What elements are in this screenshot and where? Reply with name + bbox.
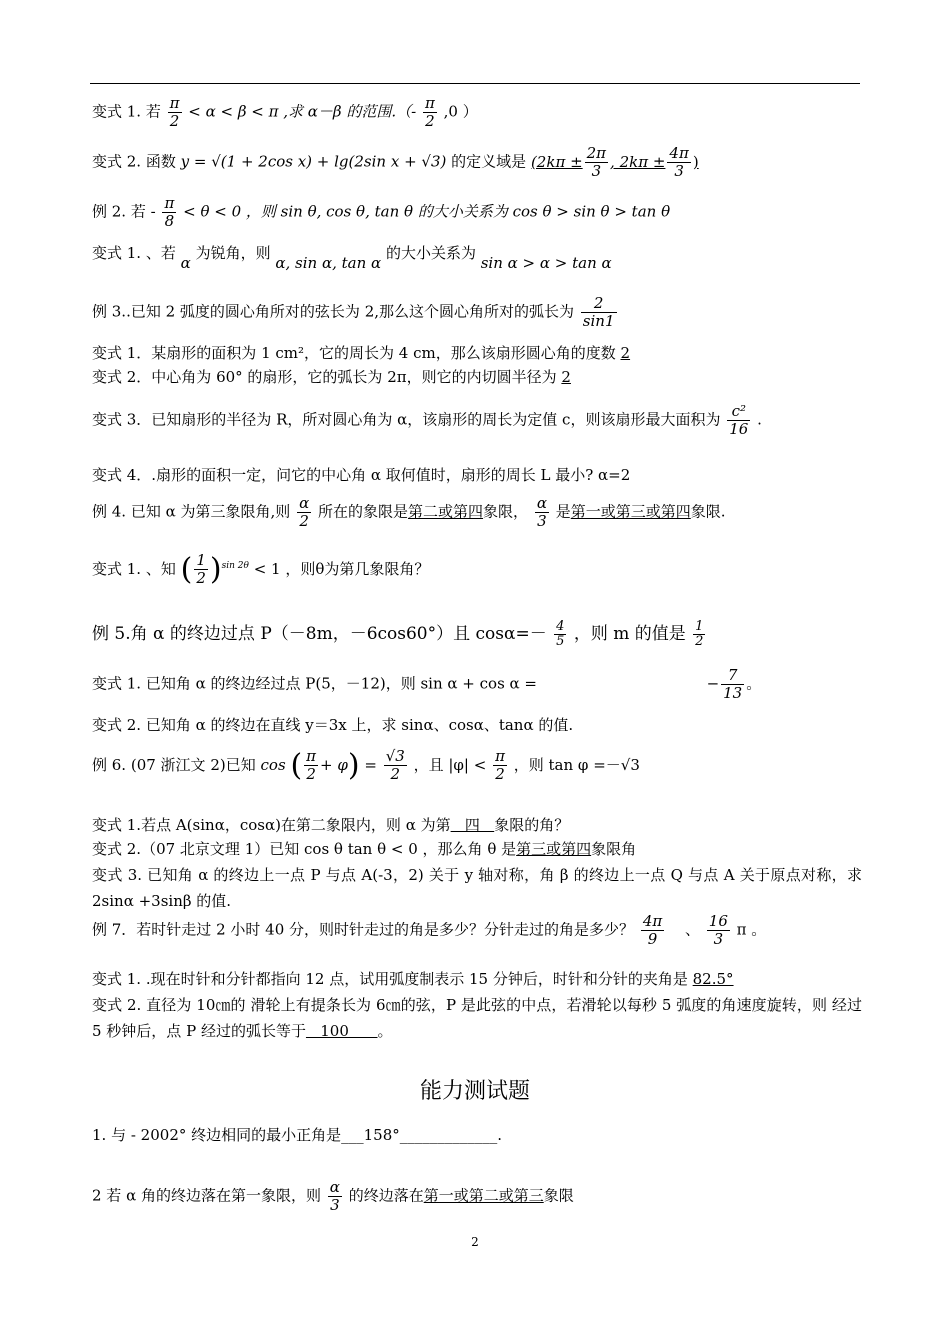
fraction: $\frac{4\pi}{9}$ (642, 912, 663, 948)
fraction: $\frac{\pi}{8}$ (164, 194, 175, 230)
fraction: $\frac{\pi}{2}$ (495, 747, 505, 784)
fraction: $\frac{\alpha}{2}$ (299, 494, 310, 530)
fraction: $\frac{2\pi}{3}$ (586, 144, 607, 180)
question-2: 2 若 α 角的终边落在第一象限，则 $\frac{\alpha}{3}$ 的终边落在第一或第二或第三象限 (92, 1178, 574, 1214)
example-5: 例 5.角 α 的终边过点 P（－8m，－6cos60°）且 cosα=－ $\frac{4}{5}$ ，则 m 的值是 $\frac{1}{2}$ (92, 619, 704, 649)
fraction: $\frac{√3}{2}$ (385, 747, 405, 784)
question-1: 1. 与 - 2002° 终边相同的最小正角是___158°_____________. (92, 1126, 503, 1144)
example-3: 例 3..已知 2 弧度的圆心角所对的弦长为 2,那么这个圆心角所对的弧长为 $\frac{2}{\sin 1}$ (92, 294, 615, 330)
variant-1-quadrant: 变式 1. 、知 ( $\frac{1}{2}$ )$^{sin 2\theta}$ < 1 ，则θ为第几象限角？ (92, 551, 430, 588)
variant-1-point: 变式 1. 已知角 α 的终边经过点 P(5，－12)，则 sin α + cos α = − $\frac{7}{13}$ 。 (92, 666, 762, 702)
variant-1-clock: 变式 1. .现在时针和分针都指向 12 点，试用弧度制表示 15 分钟后，时针和分针的夹角是 82.5° (92, 970, 734, 988)
variant-1-range: 变式 1. 若 $\frac{\pi}{2}$ < α < β < π ,求 α－β 的范围.（- $\frac{\pi}{2}$ ,0 ） (92, 94, 478, 130)
header-rule (90, 83, 860, 84)
fraction: $\frac{7}{13}$ (723, 666, 743, 702)
fraction: $\frac{16}{3}$ (708, 912, 728, 948)
fraction: $\frac{1}{2}$ (695, 619, 704, 649)
variant-2-domain: 变式 2. 函数 y = √(1 + 2cos x) + lg(2sin x + √3) 的定义域是 (2kπ ± $\frac{2\pi}{3}$ , 2kπ ± $\frac{4\pi}{3}$ ) (92, 144, 699, 180)
fraction: $\frac{\alpha}{3}$ (329, 1178, 340, 1214)
fraction-pi-over-2: $\frac{\pi}{2}$ (169, 94, 180, 130)
variant-3-symmetry: 变式 3. 已知角 α 的终边上一点 P 与点 A(-3，2) 关于 y 轴对称，角 β 的终边上一点 Q 与点 A 关于原点对称，求 2sinα +3sinβ 的值. (92, 866, 862, 911)
example-7: 例 7．若时针走过 2 小时 40 分，则时针走过的角是多少？分针走过的角是多少？ $\frac{4\pi}{9}$ 、 $\frac{16}{3}$ π 。 (92, 912, 767, 948)
variant-1-acute: 变式 1. 、若 α 为锐角，则 α, sin α, tan α 的大小关系为 sin α > α > tan α (92, 244, 612, 272)
example-4: 例 4. 已知 α 为第三象限角,则 $\frac{\alpha}{2}$ 所在的象限是第二或第四象限， $\frac{\alpha}{3}$ 是第一或第三或第四象限. (92, 494, 726, 530)
example-2: 例 2. 若 - $\frac{\pi}{8}$ < θ < 0 ，则 sin θ, cos θ, tan θ 的大小关系为 cos θ > sin θ > tan θ (92, 194, 671, 230)
fraction: $\frac{4\pi}{3}$ (669, 144, 689, 180)
variant-1-point-a: 变式 1.若点 A(sinα，cosα)在第二象限内，则 α 为第 四 象限的角？ (92, 816, 570, 834)
fraction: $\frac{2}{\sin 1}$ (582, 294, 615, 330)
variant-4-sector: 变式 4．.扇形的面积一定，问它的中心角 α 取何值时，扇形的周长 L 最小? α=2 (92, 466, 631, 484)
fraction: $\frac{1}{2}$ (196, 551, 206, 588)
variant-2-pulley: 变式 2. 直径为 10㎝的 滑轮上有提条长为 6㎝的弦，P 是此弦的中点，若滑轮以每秒 5 弧度的角速度旋转，则 经过 5 秒钟后，点 P 经过的弧长等于 100 。 (92, 996, 862, 1041)
variant-2-line: 变式 2. 已知角 α 的终边在直线 y＝3x 上，求 sinα、cosα、tanα 的值. (92, 716, 574, 734)
example-6: 例 6. (07 浙江文 2)已知 cos ( $\frac{\pi}{2}$ + φ) = $\frac{√3}{2}$ ，且 |φ| < $\frac{\pi}{2}$ ，则 tan φ =－√3 (92, 747, 640, 784)
section-title: 能力测试题 (419, 1079, 530, 1104)
fraction-pi-over-2: $\frac{\pi}{2}$ (424, 94, 435, 130)
variant-2-sector: 变式 2．中心角为 60° 的扇形，它的弧长为 2π，则它的内切圆半径为 2 (92, 368, 571, 386)
fraction: $\frac{\text{c²}}{16}$ (729, 402, 749, 438)
variant-3-sector: 变式 3．已知扇形的半径为 R，所对圆心角为 α，该扇形的周长为定值 c，则该扇形最大面积为 $\frac{\text{c²}}{16}$ . (92, 402, 762, 438)
variant-2-beijing: 变式 2.（07 北京文理 1）已知 cos θ tan θ < 0 ，那么角 θ 是第三或第四象限角 (92, 840, 637, 858)
fraction: $\frac{4}{5}$ (556, 619, 565, 649)
fraction: $\frac{\pi}{2}$ (306, 747, 317, 784)
fraction: $\frac{\alpha}{3}$ (536, 494, 547, 530)
page-number: 2 (471, 1235, 479, 1249)
variant-1-sector: 变式 1．某扇形的面积为 1 cm²，它的周长为 4 cm，那么该扇形圆心角的度数 2 (92, 344, 631, 362)
